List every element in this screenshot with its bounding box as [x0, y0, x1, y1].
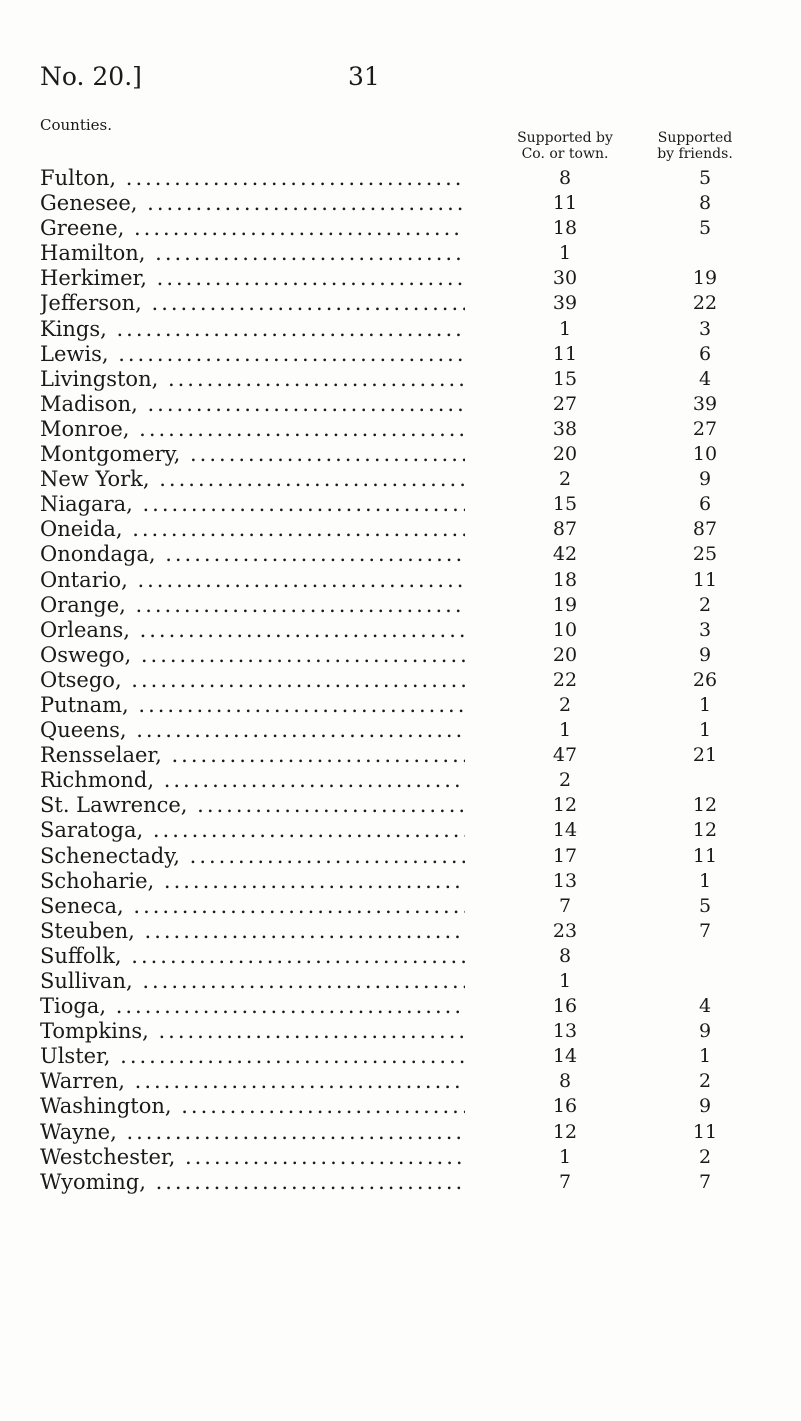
supported-by-friends-value: 7: [698, 919, 712, 942]
table-row: [40, 1120, 770, 1145]
supported-by-co-value: 30: [552, 267, 578, 290]
county-name: Westchester, .....: [40, 1145, 465, 1170]
supported-by-co-value: 42: [552, 543, 578, 566]
table-row: [40, 1069, 770, 1094]
table-row: [40, 1019, 770, 1044]
county-name: Montgomery, .....: [40, 442, 465, 467]
supported-by-co-value: 20: [552, 443, 578, 466]
county-name: Warren, .....: [40, 1069, 465, 1094]
table-row: [40, 969, 770, 994]
supported-by-co-value: 20: [552, 643, 578, 666]
county-name: Monroe, .....: [40, 417, 465, 442]
table-row: [40, 793, 770, 818]
county-name: Jefferson, .....: [40, 291, 465, 316]
county-name: Steuben, .....: [40, 919, 465, 944]
supported-by-friends-value: 19: [692, 267, 718, 290]
county-name: Greene, .....: [40, 216, 465, 241]
table-row: [40, 417, 770, 442]
table-row: [40, 166, 770, 191]
supported-by-co-value: 1: [558, 317, 572, 340]
county-name: Otsego, .....: [40, 668, 465, 693]
table-row: [40, 994, 770, 1019]
table-row: [40, 693, 770, 718]
county-name: Rensselaer, .....: [40, 743, 465, 768]
table-row: [40, 1094, 770, 1119]
supported-by-co-value: 2: [558, 693, 572, 716]
page-number: 31: [348, 62, 380, 91]
table-row: [40, 342, 770, 367]
table-row: [40, 317, 770, 342]
supported-by-friends-value: 2: [698, 1145, 712, 1168]
table-row: [40, 894, 770, 919]
table-row: [40, 768, 770, 793]
supported-by-co-value: 27: [552, 392, 578, 415]
county-name: Wayne, .....: [40, 1120, 465, 1145]
supported-by-friends-value: 7: [698, 1170, 712, 1193]
supported-by-co-value: 15: [552, 367, 578, 390]
table-row: [40, 291, 770, 316]
supported-by-co-value: 16: [552, 1095, 578, 1118]
table-row: [40, 668, 770, 693]
county-name: Tompkins, .....: [40, 1019, 465, 1044]
county-name: Onondaga, .....: [40, 542, 465, 567]
county-name: Orleans, .....: [40, 618, 465, 643]
supported-by-friends-value: 1: [698, 693, 712, 716]
county-name: Sullivan, .....: [40, 969, 465, 994]
supported-by-co-value: 1: [558, 970, 572, 992]
table-row: [40, 844, 770, 869]
supported-by-friends-value: 39: [692, 392, 718, 415]
supported-by-friends-value: 4: [698, 995, 712, 1018]
supported-by-friends-value: 1: [698, 719, 712, 742]
county-name: St. Lawrence, .....: [40, 793, 465, 818]
table-row: [40, 1170, 770, 1195]
supported-by-co-value: 12: [552, 1120, 578, 1143]
county-name: Putnam, .....: [40, 693, 465, 718]
county-name: Suffolk, .....: [40, 944, 465, 969]
supported-by-friends-value: 4: [698, 367, 712, 390]
table-row: [40, 467, 770, 492]
supported-by-friends-header-line1: Supported: [657, 130, 733, 146]
supported-by-co-value: 1: [558, 242, 572, 265]
table-row: [40, 618, 770, 643]
county-name: Genesee, .....: [40, 191, 465, 216]
supported-by-friends-value: 5: [698, 217, 712, 240]
table-row: [40, 517, 770, 542]
table-row: [40, 643, 770, 668]
supported-by-co-value: 39: [552, 292, 578, 315]
supported-by-friends-value: 11: [692, 844, 718, 867]
supported-by-friends-value: 5: [698, 167, 712, 189]
table-row: [40, 266, 770, 291]
supported-by-co-value: 87: [552, 518, 578, 541]
supported-by-friends-value: 12: [692, 794, 718, 817]
supported-by-friends-header-line2: by friends.: [657, 146, 733, 162]
county-name: Seneca, .....: [40, 894, 465, 919]
supported-by-co-value: 14: [552, 1045, 578, 1068]
county-name: Madison, .....: [40, 392, 465, 417]
county-name: Schenectady, .....: [40, 844, 465, 869]
supported-by-friends-value: 3: [698, 317, 712, 340]
county-name: Ontario, .....: [40, 568, 465, 593]
table-row: [40, 367, 770, 392]
supported-by-co-value: 13: [552, 1020, 578, 1043]
supported-by-co-value: 11: [552, 342, 578, 365]
county-name: Schoharie, .....: [40, 869, 465, 894]
county-name: Saratoga, .....: [40, 818, 465, 843]
supported-by-co-value: 8: [558, 944, 572, 967]
supported-by-co-value: 23: [552, 919, 578, 942]
supported-by-friends-value: 26: [692, 668, 718, 691]
county-name: New York, .....: [40, 467, 465, 492]
table-row: [40, 191, 770, 216]
supported-by-friends-value: 11: [692, 1120, 718, 1143]
supported-by-co-value: 8: [558, 1070, 572, 1093]
supported-by-friends-value: 22: [692, 292, 718, 315]
supported-by-co-value: 14: [552, 819, 578, 842]
supported-by-friends-value: 11: [692, 568, 718, 591]
supported-by-co-value: 15: [552, 493, 578, 516]
county-name: Tioga, .....: [40, 994, 465, 1019]
table-row: [40, 542, 770, 567]
county-name: Hamilton, .....: [40, 241, 465, 266]
supported-by-friends-value: 2: [698, 1070, 712, 1093]
county-name: Oneida, .....: [40, 517, 465, 542]
supported-by-co-value: 38: [552, 417, 578, 440]
supported-by-co-value: 10: [552, 618, 578, 641]
table-row: [40, 392, 770, 417]
county-name: Fulton, .....: [40, 166, 465, 191]
county-name: Lewis, .....: [40, 342, 465, 367]
supported-by-co-value: 2: [558, 769, 572, 792]
supported-by-co-value: 22: [552, 668, 578, 691]
table-row: [40, 1145, 770, 1170]
table-row: [40, 1044, 770, 1069]
supported-by-co-value: 2: [558, 468, 572, 491]
county-name: Washington, .....: [40, 1094, 465, 1119]
supported-by-co-value: 17: [552, 844, 578, 867]
table-row: [40, 593, 770, 618]
supported-by-co-value: 11: [552, 192, 578, 215]
supported-by-co-value: 13: [552, 869, 578, 892]
supported-by-friends-value: 10: [692, 443, 718, 466]
supported-by-friends-value: 6: [698, 493, 712, 516]
table-row: [40, 492, 770, 517]
table-row: [40, 818, 770, 843]
supported-by-friends-value: 8: [698, 192, 712, 215]
county-name: Richmond, .....: [40, 768, 465, 793]
county-name: Ulster, .....: [40, 1044, 465, 1069]
county-name: Wyoming, .....: [40, 1170, 465, 1195]
document-number: No. 20.]: [40, 62, 142, 91]
supported-by-co-value: 7: [558, 894, 572, 917]
supported-by-friends-value: 5: [698, 894, 712, 917]
supported-by-friends-value: 25: [692, 543, 718, 566]
counties-column-header: Counties.: [40, 116, 112, 134]
table-row: [40, 568, 770, 593]
supported-by-co-value: 1: [558, 719, 572, 742]
table-row: [40, 919, 770, 944]
supported-by-friends-value: 6: [698, 342, 712, 365]
county-name: Kings, .....: [40, 317, 465, 342]
supported-by-friends-value: 21: [692, 744, 718, 767]
supported-by-co-value: 7: [558, 1170, 572, 1193]
supported-by-co-value: 8: [558, 167, 572, 189]
supported-by-co-value: 18: [552, 568, 578, 591]
county-name: Orange, .....: [40, 593, 465, 618]
table-row: [40, 743, 770, 768]
table-row: [40, 869, 770, 894]
supported-by-friends-value: 2: [698, 593, 712, 616]
supported-by-friends-value: 1: [698, 1045, 712, 1068]
supported-by-co-header-line1: Supported by: [517, 130, 613, 146]
supported-by-friends-value: 9: [698, 468, 712, 491]
supported-by-friends-value: 9: [698, 1020, 712, 1043]
table-row: [40, 216, 770, 241]
supported-by-friends-header: [640, 130, 750, 162]
supported-by-co-value: 16: [552, 995, 578, 1018]
supported-by-friends-value: 27: [692, 417, 718, 440]
table-row: [40, 718, 770, 743]
county-table: [40, 166, 770, 1195]
supported-by-co-value: 47: [552, 744, 578, 767]
supported-by-co-header-line2: Co. or town.: [521, 146, 609, 162]
table-row: [40, 944, 770, 969]
county-name: Queens, .....: [40, 718, 465, 743]
supported-by-co-header: [505, 130, 625, 162]
table-row: [40, 442, 770, 467]
supported-by-co-value: 12: [552, 794, 578, 817]
county-name: Oswego, .....: [40, 643, 465, 668]
supported-by-friends-value: 12: [692, 819, 718, 842]
supported-by-friends-value: 1: [698, 869, 712, 892]
county-name: Herkimer, .....: [40, 266, 465, 291]
supported-by-friends-value: 9: [698, 643, 712, 666]
county-name: Niagara, .....: [40, 492, 465, 517]
supported-by-friends-value: 3: [698, 618, 712, 641]
county-name: Livingston, .....: [40, 367, 465, 392]
table-row: [40, 241, 770, 266]
supported-by-co-value: 1: [558, 1145, 572, 1168]
supported-by-co-value: 18: [552, 217, 578, 240]
supported-by-co-value: 19: [552, 593, 578, 616]
supported-by-friends-value: 87: [692, 518, 718, 541]
supported-by-friends-value: 9: [698, 1095, 712, 1118]
